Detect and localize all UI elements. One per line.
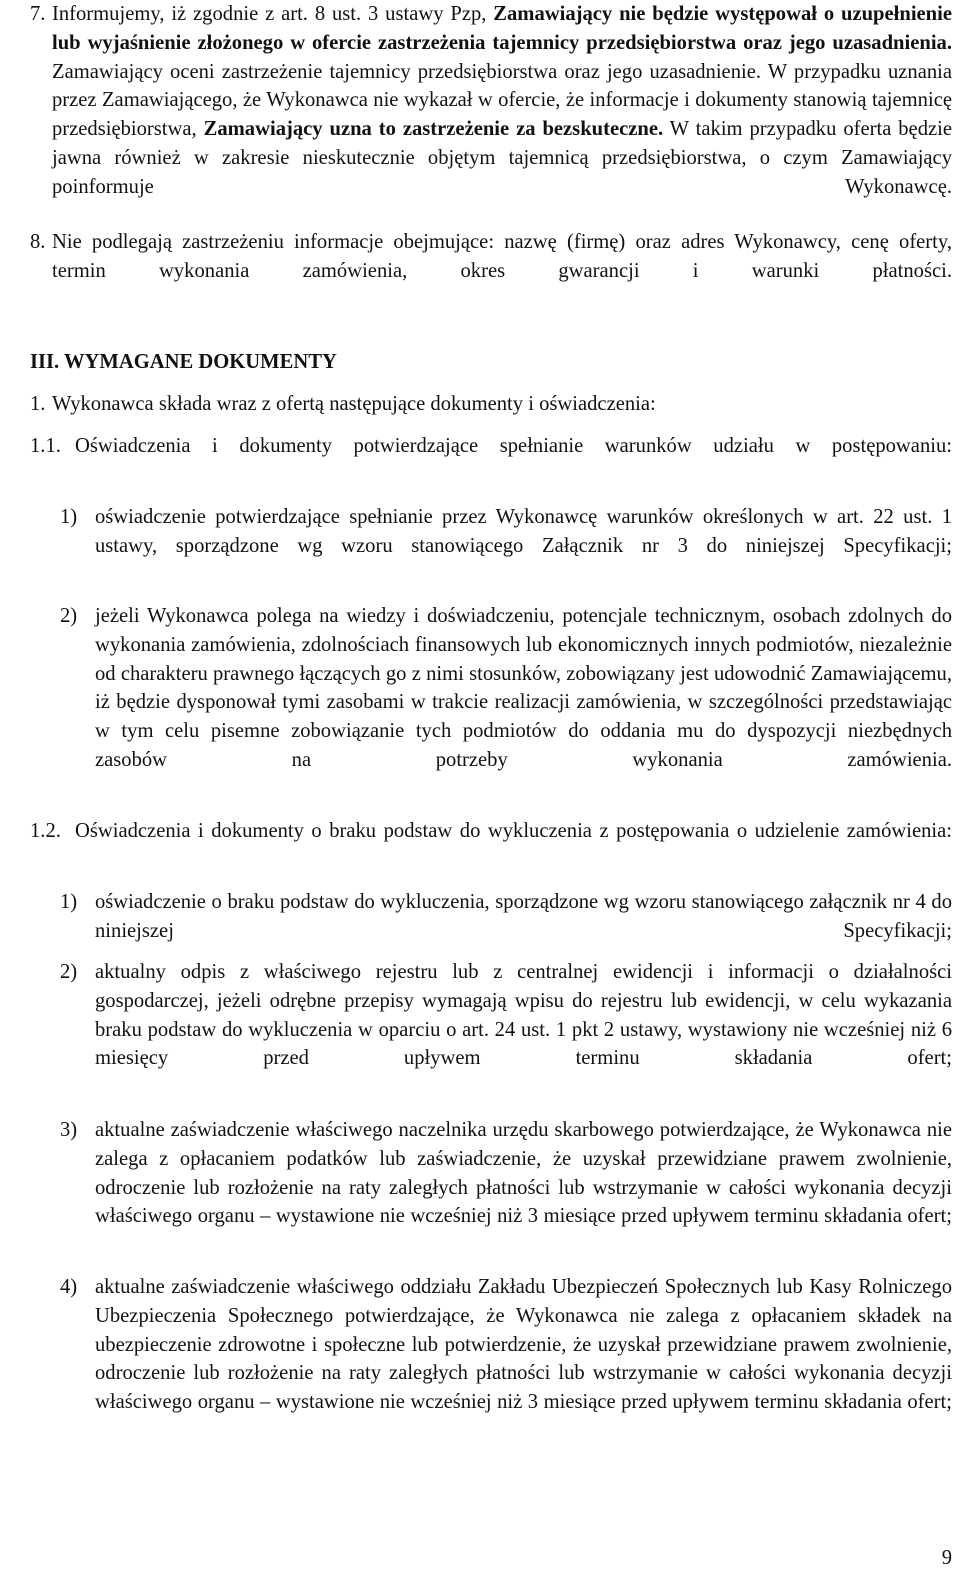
item-text: oświadczenie potwierdzające spełnianie przez Wykonawcę warunków określonych w art. 22 ust. 1 ustawy, sporządzone wg wzoru stanowiącego Załącznik nr 3 do niniejszej Specyfikacji; — [95, 506, 952, 557]
subsection-1-1 — [30, 432, 952, 490]
subsection-1-1-text: Oświadczenia i dokumenty potwierdzające spełnianie warunków udziału w postępowaniu: — [75, 435, 952, 457]
item-text: oświadczenie o braku podstaw do wykluczenia, sporządzone wg wzoru stanowiącego załącznik nr 4 do niniejszej Specyfikacji; — [95, 891, 952, 942]
subsection-1-2-item-4 — [60, 1273, 952, 1446]
subsection-1-2-item-3 — [60, 1116, 952, 1260]
item-text: jeżeli Wykonawca polega na wiedzy i doświadczeniu, potencjale technicznym, osobach zdolnych do wykonania zamówienia, zdolnościach finansowych lub ekonomicznych innych podmiotów, niezależnie od charakteru prawnego łączących go z nimi stosunków, zobowiązany jest udowodnić Zamawiającemu, iż będzie dysponował tymi zasobami w trakcie realizacji zamówienia, w szczególności przedstawiając w tym celu pisemne zobowiązanie tych podmiotów do oddania mu do dyspozycji niezbędnych zasobów na potrzeby wykonania zamówienia. — [95, 605, 952, 771]
point-1-text: Wykonawca składa wraz z ofertą następujące dokumenty i oświadczenia: — [52, 393, 656, 415]
section-8 — [30, 228, 952, 314]
subsection-1-2 — [30, 817, 952, 875]
subsection-1-1-item-1 — [60, 503, 952, 589]
section-7-text-3: W takim przypadku oferta będzie jawna również w zakresie nieskutecznie objętym tajemnicą przedsiębiorstwa, o czym Zamawiający poinformuje Wykonawcę. — [52, 118, 952, 198]
page-number: 9 — [941, 1547, 952, 1569]
section-7-bold-2: Zamawiający uzna to zastrzeżenie za bezskuteczne. — [203, 118, 664, 141]
item-number: 1) — [60, 891, 78, 913]
section-8-number: 8. — [30, 231, 46, 253]
item-number: 1) — [60, 506, 78, 528]
item-text: aktualne zaświadczenie właściwego oddziału Zakładu Ubezpieczeń Społecznych lub Kasy Rolniczego Ubezpieczenia Społecznego potwierdzające, że Wykonawca nie zalega z opłacaniem składek na ubezpieczenie zdrowotne i społeczne lub potwierdzenie, że uzyskał przewidziane prawem zwolnienie, odroczenie lub rozłożenie na raty zaległych płatności lub wstrzymanie w całości wykonania decyzji właściwego organu – wystawione nie wcześniej niż 3 miesiące przed upływem terminu składania ofert; — [95, 1276, 952, 1414]
subsection-1-1-item-2 — [60, 602, 952, 804]
subsection-1-2-item-2 — [60, 958, 952, 1102]
section-7-text — [52, 0, 952, 230]
item-number: 4) — [60, 1276, 78, 1298]
section-7 — [30, 0, 952, 230]
section-7-text-1: Informujemy, iż zgodnie z art. 8 ust. 3 ustawy Pzp, — [52, 3, 494, 25]
section-8-text: Nie podlegają zastrzeżeniu informacje obejmujące: nazwę (firmę) oraz adres Wykonawcy, cenę oferty, termin wykonania zamówienia, okres gwarancji i warunki płatności. — [52, 231, 952, 282]
subsection-1-2-text: Oświadczenia i dokumenty o braku podstaw do wykluczenia z postępowania o udzielenie zamówienia: — [75, 820, 952, 842]
item-text: aktualny odpis z właściwego rejestru lub z centralnej ewidencji i informacji o działalności gospodarczej, jeżeli odrębne przepisy wymagają wpisu do rejestru lub ewidencji, w celu wykazania braku podstaw do wykluczenia w oparciu o art. 24 ust. 1 pkt 2 ustawy, wystawiony nie wcześniej niż 6 miesięcy przed upływem terminu składania ofert; — [95, 961, 952, 1070]
item-number: 2) — [60, 605, 78, 627]
item-text: aktualne zaświadczenie właściwego naczelnika urzędu skarbowego potwierdzające, że Wykonawca nie zalega z opłacaniem podatków lub zaświadczenie, że uzyskał przewidziane prawem zwolnienie, odroczenie lub rozłożenie na raty zaległych płatności lub wstrzymanie w całości wykonania decyzji właściwego organu – wystawione nie wcześniej niż 3 miesiące przed upływem terminu składania ofert; — [95, 1119, 952, 1228]
section-heading: III. WYMAGANE DOKUMENTY — [30, 351, 337, 373]
section-7-bold-1: Zamawiający nie będzie występował o uzupełnienie lub wyjaśnienie złożonego w ofercie zastrzeżenia tajemnicy przedsiębiorstwa oraz jego uzasadnienia. — [52, 3, 952, 54]
section-7-text-2: Zamawiający oceni zastrzeżenie tajemnicy przedsiębiorstwa oraz jego uzasadnienie. W przypadku uznania przez Zamawiającego, że Wykonawca nie wykazał w ofercie, że informacje i dokumenty stanowią tajemnicę przedsiębiorstwa, — [52, 60, 952, 141]
section-7-number: 7. — [30, 3, 46, 25]
item-number: 2) — [60, 961, 78, 983]
subsection-1-1-number: 1.1. — [30, 435, 61, 457]
item-number: 3) — [60, 1119, 78, 1141]
point-1-number: 1. — [30, 393, 46, 415]
subsection-1-2-number: 1.2. — [30, 820, 61, 842]
